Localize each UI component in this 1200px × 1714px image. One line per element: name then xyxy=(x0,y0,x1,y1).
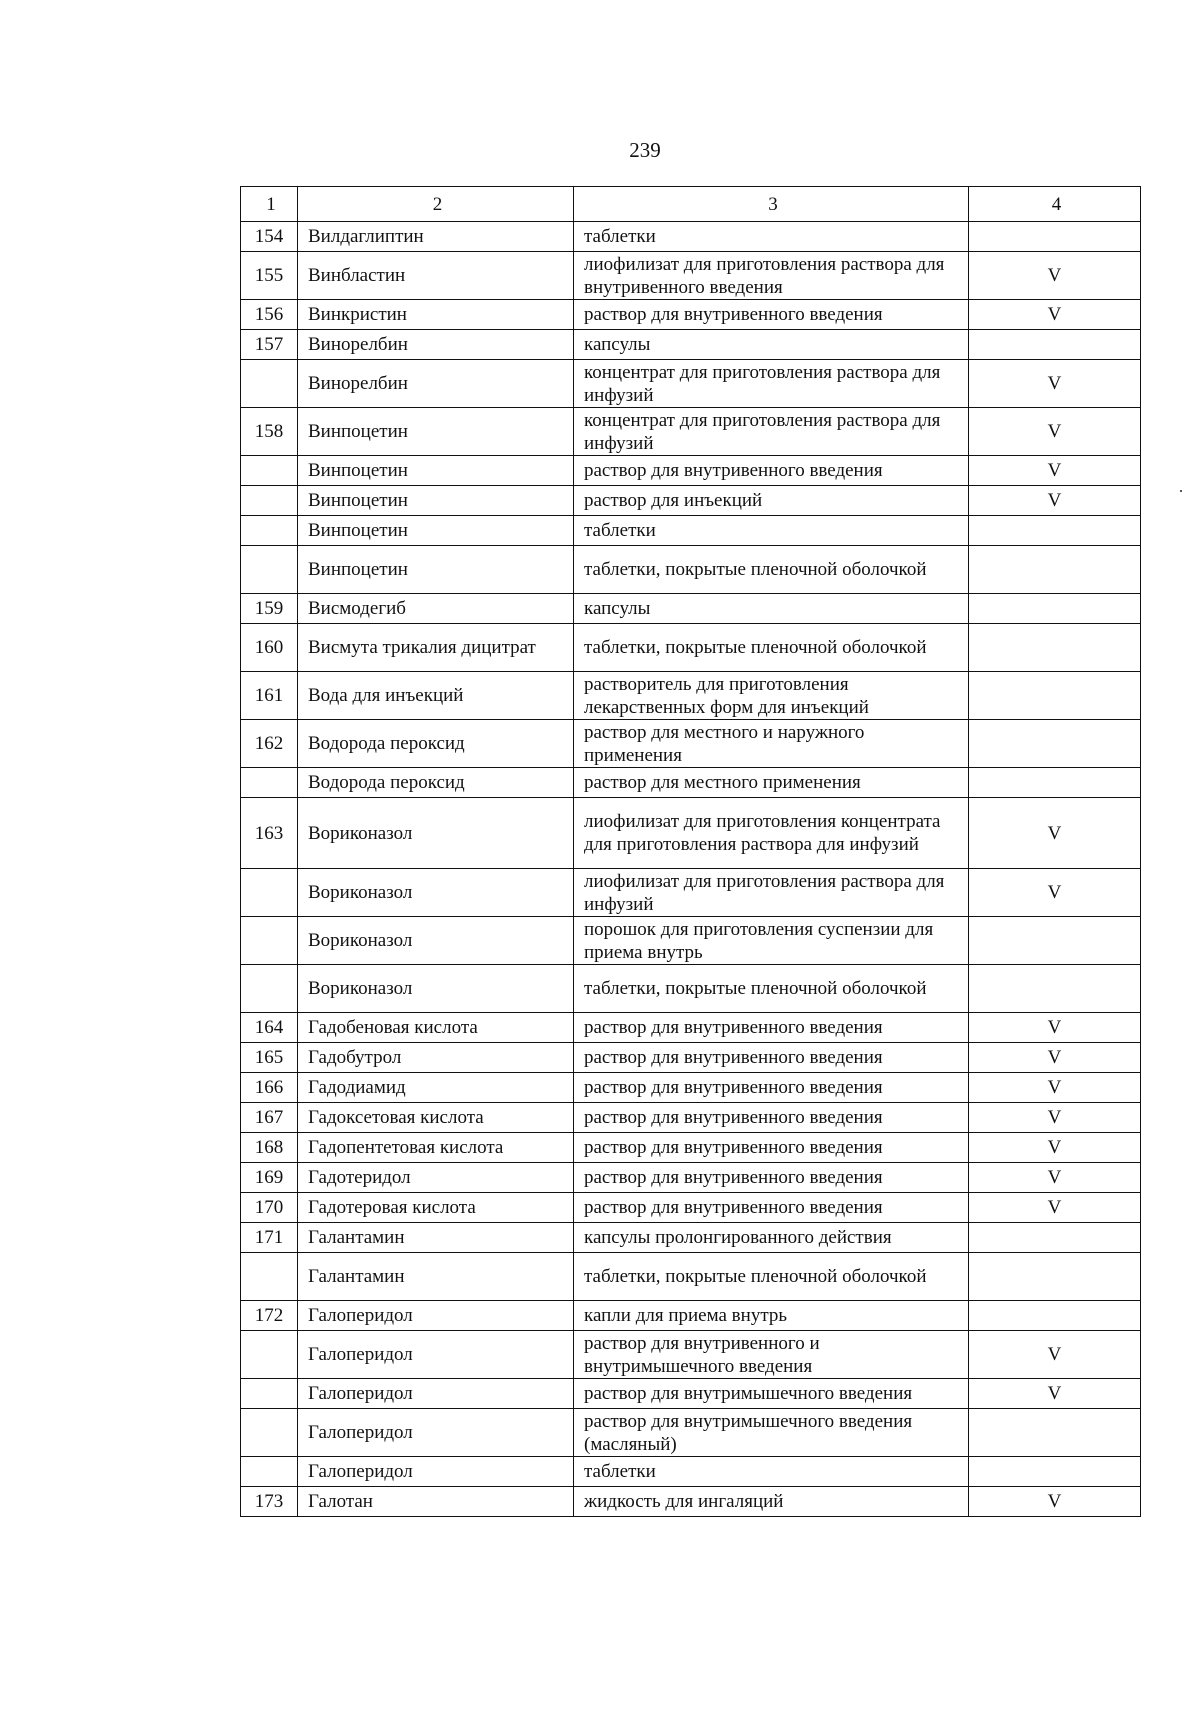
row-number-cell: 165 xyxy=(241,1043,298,1073)
drug-name-cell: Винорелбин xyxy=(298,360,574,408)
drug-name-cell: Винбластин xyxy=(298,252,574,300)
header-cell-name: 2 xyxy=(298,187,574,222)
row-number-cell xyxy=(241,869,298,917)
mark-cell xyxy=(969,720,1141,768)
dosage-form-cell: раствор для внутривенного введения xyxy=(574,1043,969,1073)
drug-name-cell: Гадодиамид xyxy=(298,1073,574,1103)
mark-cell: V xyxy=(969,1487,1141,1517)
row-number-cell xyxy=(241,456,298,486)
mark-cell: V xyxy=(969,798,1141,869)
mark-cell xyxy=(969,768,1141,798)
table-row xyxy=(241,624,1141,672)
mark-cell: V xyxy=(969,360,1141,408)
table-row xyxy=(241,360,1141,408)
row-number-cell xyxy=(241,1457,298,1487)
row-number-cell: 158 xyxy=(241,408,298,456)
table-row xyxy=(241,516,1141,546)
table-row xyxy=(241,1409,1141,1457)
header-cell-number: 1 xyxy=(241,187,298,222)
table-row xyxy=(241,768,1141,798)
mark-cell: V xyxy=(969,1133,1141,1163)
dosage-form-cell: таблетки xyxy=(574,1457,969,1487)
dosage-form-cell: раствор для внутримышечного введения xyxy=(574,1379,969,1409)
drug-name-cell: Винкристин xyxy=(298,300,574,330)
drug-name-cell: Вориконазол xyxy=(298,869,574,917)
dosage-form-cell: капсулы xyxy=(574,594,969,624)
table-row xyxy=(241,1331,1141,1379)
table-row xyxy=(241,1193,1141,1223)
mark-cell xyxy=(969,222,1141,252)
dosage-form-cell: лиофилизат для приготовления концентрата для приготовления раствора для инфузий xyxy=(574,798,969,869)
table-row xyxy=(241,1103,1141,1133)
row-number-cell xyxy=(241,516,298,546)
mark-cell xyxy=(969,1457,1141,1487)
row-number-cell: 172 xyxy=(241,1301,298,1331)
mark-cell xyxy=(969,330,1141,360)
mark-cell xyxy=(969,546,1141,594)
mark-cell xyxy=(969,1301,1141,1331)
table-row xyxy=(241,1301,1141,1331)
row-number-cell xyxy=(241,1331,298,1379)
table-row xyxy=(241,1073,1141,1103)
dosage-form-cell: раствор для внутривенного введения xyxy=(574,1103,969,1133)
drug-name-cell: Галоперидол xyxy=(298,1379,574,1409)
row-number-cell xyxy=(241,1253,298,1301)
dosage-form-cell: раствор для внутривенного введения xyxy=(574,1133,969,1163)
drug-name-cell: Гадобутрол xyxy=(298,1043,574,1073)
mark-cell: V xyxy=(969,252,1141,300)
row-number-cell: 167 xyxy=(241,1103,298,1133)
dosage-form-cell: капсулы пролонгированного действия xyxy=(574,1223,969,1253)
drug-name-cell: Галоперидол xyxy=(298,1409,574,1457)
drug-name-cell: Гадотеридол xyxy=(298,1163,574,1193)
table-row xyxy=(241,1133,1141,1163)
drug-name-cell: Галотан xyxy=(298,1487,574,1517)
table-row xyxy=(241,546,1141,594)
drug-name-cell: Гадоксетовая кислота xyxy=(298,1103,574,1133)
dosage-form-cell: раствор для внутримышечного введения (масляный) xyxy=(574,1409,969,1457)
mark-cell: V xyxy=(969,456,1141,486)
drug-name-cell: Галоперидол xyxy=(298,1301,574,1331)
drug-name-cell: Вориконазол xyxy=(298,917,574,965)
dosage-form-cell: жидкость для ингаляций xyxy=(574,1487,969,1517)
drug-name-cell: Галоперидол xyxy=(298,1457,574,1487)
table-row xyxy=(241,798,1141,869)
drug-name-cell: Гадотеровая кислота xyxy=(298,1193,574,1223)
drug-name-cell: Винпоцетин xyxy=(298,516,574,546)
mark-cell xyxy=(969,672,1141,720)
table-body xyxy=(241,187,1141,1517)
mark-cell: V xyxy=(969,408,1141,456)
row-number-cell xyxy=(241,965,298,1013)
mark-cell: V xyxy=(969,1043,1141,1073)
row-number-cell: 163 xyxy=(241,798,298,869)
table-row xyxy=(241,1487,1141,1517)
dosage-form-cell: капли для приема внутрь xyxy=(574,1301,969,1331)
dosage-form-cell: таблетки, покрытые пленочной оболочкой xyxy=(574,965,969,1013)
dosage-form-cell: раствор для внутривенного введения xyxy=(574,456,969,486)
mark-cell: V xyxy=(969,1379,1141,1409)
dosage-form-cell: раствор для местного применения xyxy=(574,768,969,798)
table-row xyxy=(241,1013,1141,1043)
row-number-cell xyxy=(241,486,298,516)
row-number-cell: 154 xyxy=(241,222,298,252)
table-row xyxy=(241,1223,1141,1253)
drug-name-cell: Галантамин xyxy=(298,1223,574,1253)
mark-cell: V xyxy=(969,1013,1141,1043)
table-row xyxy=(241,965,1141,1013)
drug-name-cell: Водорода пероксид xyxy=(298,720,574,768)
drug-name-cell: Висмута трикалия дицитрат xyxy=(298,624,574,672)
table-row xyxy=(241,222,1141,252)
scan-speck xyxy=(1180,490,1182,492)
drug-name-cell: Вориконазол xyxy=(298,798,574,869)
mark-cell: V xyxy=(969,869,1141,917)
row-number-cell xyxy=(241,1379,298,1409)
mark-cell: V xyxy=(969,1193,1141,1223)
drug-name-cell: Винпоцетин xyxy=(298,486,574,516)
row-number-cell: 162 xyxy=(241,720,298,768)
table-row xyxy=(241,672,1141,720)
dosage-form-cell: раствор для местного и наружного применения xyxy=(574,720,969,768)
drug-name-cell: Вилдаглиптин xyxy=(298,222,574,252)
dosage-form-cell: раствор для внутривенного введения xyxy=(574,1193,969,1223)
table-row xyxy=(241,594,1141,624)
dosage-form-cell: таблетки, покрытые пленочной оболочкой xyxy=(574,624,969,672)
mark-cell xyxy=(969,624,1141,672)
drug-name-cell: Висмодегиб xyxy=(298,594,574,624)
header-cell-mark: 4 xyxy=(969,187,1141,222)
dosage-form-cell: растворитель для приготовления лекарственных форм для инъекций xyxy=(574,672,969,720)
table-row xyxy=(241,917,1141,965)
drug-name-cell: Винпоцетин xyxy=(298,546,574,594)
header-cell-form: 3 xyxy=(574,187,969,222)
mark-cell: V xyxy=(969,1103,1141,1133)
drug-table xyxy=(240,186,1141,1517)
drug-name-cell: Вориконазол xyxy=(298,965,574,1013)
table-row xyxy=(241,720,1141,768)
dosage-form-cell: раствор для инъекций xyxy=(574,486,969,516)
dosage-form-cell: лиофилизат для приготовления раствора для внутривенного введения xyxy=(574,252,969,300)
mark-cell: V xyxy=(969,300,1141,330)
row-number-cell: 157 xyxy=(241,330,298,360)
table-row xyxy=(241,1379,1141,1409)
drug-name-cell: Винпоцетин xyxy=(298,456,574,486)
row-number-cell xyxy=(241,1409,298,1457)
drug-name-cell: Водорода пероксид xyxy=(298,768,574,798)
drug-name-cell: Винпоцетин xyxy=(298,408,574,456)
row-number-cell: 155 xyxy=(241,252,298,300)
mark-cell xyxy=(969,1409,1141,1457)
table-row xyxy=(241,869,1141,917)
drug-name-cell: Винорелбин xyxy=(298,330,574,360)
table-row xyxy=(241,1253,1141,1301)
dosage-form-cell: таблетки xyxy=(574,222,969,252)
dosage-form-cell: концентрат для приготовления раствора для инфузий xyxy=(574,360,969,408)
row-number-cell: 168 xyxy=(241,1133,298,1163)
drug-name-cell: Гадобеновая кислота xyxy=(298,1013,574,1043)
row-number-cell: 166 xyxy=(241,1073,298,1103)
dosage-form-cell: таблетки, покрытые пленочной оболочкой xyxy=(574,1253,969,1301)
dosage-form-cell: раствор для внутривенного введения xyxy=(574,1163,969,1193)
table-row xyxy=(241,456,1141,486)
table-row xyxy=(241,330,1141,360)
mark-cell xyxy=(969,516,1141,546)
row-number-cell: 164 xyxy=(241,1013,298,1043)
dosage-form-cell: концентрат для приготовления раствора для инфузий xyxy=(574,408,969,456)
table-row xyxy=(241,408,1141,456)
row-number-cell: 169 xyxy=(241,1163,298,1193)
table-row xyxy=(241,486,1141,516)
table-row xyxy=(241,1163,1141,1193)
table-row xyxy=(241,300,1141,330)
dosage-form-cell: капсулы xyxy=(574,330,969,360)
dosage-form-cell: раствор для внутривенного и внутримышечного введения xyxy=(574,1331,969,1379)
table-row xyxy=(241,1457,1141,1487)
dosage-form-cell: таблетки, покрытые пленочной оболочкой xyxy=(574,546,969,594)
row-number-cell: 170 xyxy=(241,1193,298,1223)
drug-name-cell: Гадопентетовая кислота xyxy=(298,1133,574,1163)
row-number-cell: 173 xyxy=(241,1487,298,1517)
row-number-cell: 160 xyxy=(241,624,298,672)
mark-cell: V xyxy=(969,486,1141,516)
row-number-cell xyxy=(241,768,298,798)
mark-cell xyxy=(969,594,1141,624)
mark-cell xyxy=(969,1223,1141,1253)
dosage-form-cell: раствор для внутривенного введения xyxy=(574,300,969,330)
dosage-form-cell: порошок для приготовления суспензии для приема внутрь xyxy=(574,917,969,965)
row-number-cell: 171 xyxy=(241,1223,298,1253)
row-number-cell: 159 xyxy=(241,594,298,624)
mark-cell xyxy=(969,917,1141,965)
mark-cell xyxy=(969,965,1141,1013)
drug-name-cell: Галантамин xyxy=(298,1253,574,1301)
drug-name-cell: Вода для инъекций xyxy=(298,672,574,720)
row-number-cell xyxy=(241,360,298,408)
table-row xyxy=(241,252,1141,300)
drug-name-cell: Галоперидол xyxy=(298,1331,574,1379)
row-number-cell: 156 xyxy=(241,300,298,330)
page-number: 239 xyxy=(629,138,661,162)
row-number-cell xyxy=(241,917,298,965)
mark-cell: V xyxy=(969,1073,1141,1103)
dosage-form-cell: лиофилизат для приготовления раствора для инфузий xyxy=(574,869,969,917)
row-number-cell: 161 xyxy=(241,672,298,720)
mark-cell xyxy=(969,1253,1141,1301)
dosage-form-cell: раствор для внутривенного введения xyxy=(574,1073,969,1103)
dosage-form-cell: таблетки xyxy=(574,516,969,546)
table-row xyxy=(241,1043,1141,1073)
dosage-form-cell: раствор для внутривенного введения xyxy=(574,1013,969,1043)
table-header-row xyxy=(241,187,1141,222)
row-number-cell xyxy=(241,546,298,594)
mark-cell: V xyxy=(969,1163,1141,1193)
mark-cell: V xyxy=(969,1331,1141,1379)
